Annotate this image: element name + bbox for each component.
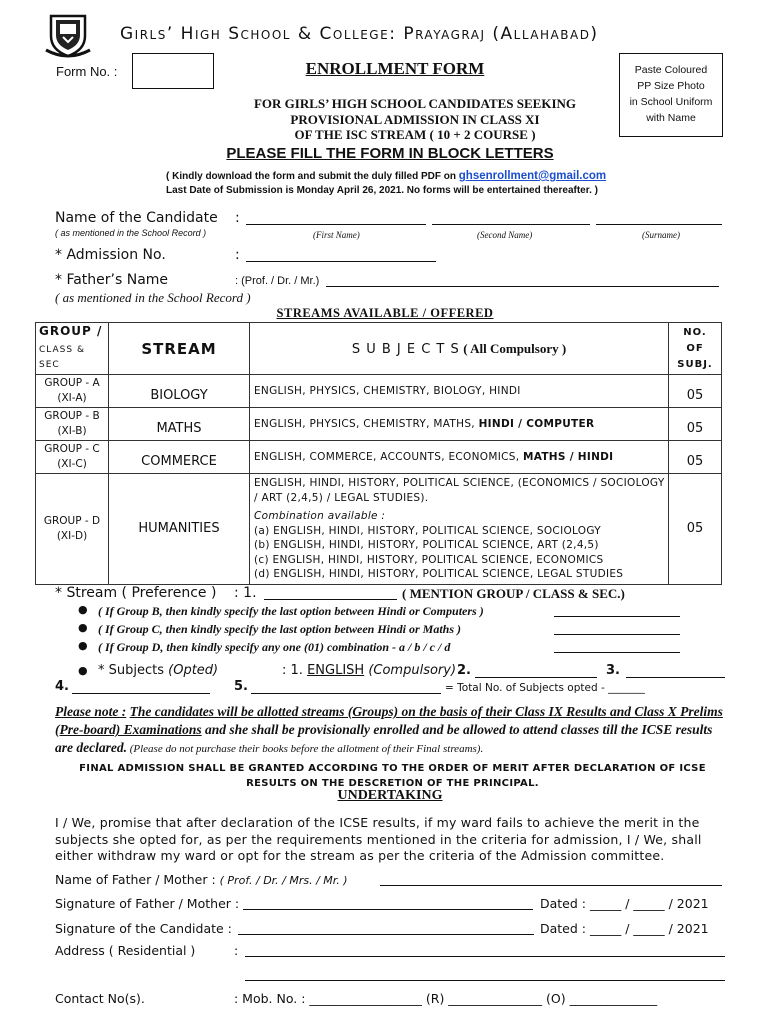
form-no-label: Form No. : [56, 64, 118, 79]
header-subjects [250, 323, 669, 375]
count-cell: 05 [669, 408, 722, 441]
stream-preference-field[interactable] [264, 599, 397, 600]
combination-option: (c) ENGLISH, HINDI, HISTORY, POLITICAL SCIENCE, ECONOMICS [254, 553, 604, 566]
subject-five-label: 5. [234, 679, 248, 694]
subject-four-label: 4. [55, 679, 69, 694]
combination-option: (b) ENGLISH, HINDI, HISTORY, POLITICAL SCIENCE, ART (2,4,5) [254, 539, 599, 551]
subtitle-line: OF THE ISC STREAM ( 10 + 2 COURSE ) [294, 127, 536, 142]
group-c-instruction: ( If Group C, then kindly specify the last option between Hindi or Maths ) [98, 622, 462, 636]
total-subjects: = Total No. of Subjects opted - _______ [445, 682, 645, 694]
subjects-text: ENGLISH, COMMERCE, ACCOUNTS, ECONOMICS, [254, 450, 523, 463]
photo-box-line: with Name [646, 112, 696, 124]
subject-two-label: 2. [457, 663, 471, 678]
download-text: ( Kindly download the form and submit the duly filled PDF on [166, 171, 459, 182]
subjects-cell [250, 474, 669, 585]
bullet-icon: ● [78, 664, 88, 677]
address-label: Address ( Residential ) [55, 943, 196, 958]
note-label: Please note : [55, 704, 127, 719]
undertaking-text: I / We, promise that after declaration of the ICSE results, if my ward fails to achieve the merit in the subjects she opted for, as per the requirements mentioned in the criteria for admission, I / We, shall either withdraw my ward or opt for the stream as per the criteria of the Admission committee. [55, 815, 702, 863]
form-title: ENROLLMENT FORM [305, 59, 485, 78]
form-no-box[interactable] [132, 53, 214, 89]
photo-box [619, 53, 723, 137]
final-admission-note [55, 761, 730, 791]
subject-five-field[interactable] [251, 693, 441, 694]
subjects-opted-label [98, 663, 218, 678]
subject-english: ENGLISH [307, 663, 365, 678]
parent-name-field[interactable] [380, 885, 722, 886]
group-line: (XI-D) [56, 529, 88, 542]
admission-no-label: * Admission No. [55, 247, 166, 263]
group-cell [36, 441, 109, 474]
subject-three-label: 3. [606, 663, 620, 678]
surname-hint: (Surname) [642, 230, 680, 240]
photo-box-line: PP Size Photo [637, 80, 705, 92]
subjects-label: * Subjects [98, 663, 165, 678]
surname-field[interactable] [596, 224, 722, 225]
father-name-hint: ( as mentioned in the School Record ) [55, 290, 251, 305]
group-line: GROUP - A [44, 377, 100, 389]
group-line: GROUP - D [43, 514, 101, 527]
father-name-prefix: : (Prof. / Dr. / Mr.) [235, 275, 320, 287]
group-cell [36, 408, 109, 441]
table-row [36, 408, 722, 441]
stream-cell: HUMANITIES [109, 474, 250, 585]
note-small: (Please do not purchase their books before the allotment of their Final streams). [126, 743, 484, 755]
header-group [36, 323, 109, 375]
subject-three-field[interactable] [626, 677, 725, 678]
group-line: GROUP - C [44, 443, 100, 455]
subject-two-field[interactable] [475, 677, 597, 678]
streams-heading: STREAMS AVAILABLE / OFFERED [276, 306, 494, 320]
opted-label: (Opted) [168, 663, 219, 678]
note-underlined: The candidates will be allotted streams (Groups) on the basis of their Class IX Results and Class X Prelims (Pre-board) Examinations [55, 704, 723, 737]
subject-one [282, 663, 456, 678]
subject-one-prefix: : 1. [282, 663, 308, 678]
group-b-instruction: ( If Group B, then kindly specify the last option between Hindi or Computers ) [98, 604, 484, 618]
subjects-cell: ENGLISH, PHYSICS, CHEMISTRY, BIOLOGY, HINDI [250, 375, 669, 408]
stream-cell: MATHS [109, 408, 250, 441]
second-name-field[interactable] [432, 224, 590, 225]
group-cell [36, 474, 109, 585]
subjects-text: ENGLISH, HINDI, HISTORY, POLITICAL SCIENCE, (ECONOMICS / SOCIOLOGY / ART (2,4,5) / LEGAL STUDIES). [254, 477, 665, 504]
table-header-row [36, 323, 722, 375]
candidate-signature-field[interactable] [238, 934, 534, 935]
group-cell [36, 375, 109, 408]
header-subjects-label: S U B J E C T S [351, 341, 460, 357]
please-note [55, 703, 730, 758]
first-name-hint: (First Name) [313, 230, 360, 240]
subject-four-field[interactable] [72, 693, 210, 694]
group-line: (XI-B) [57, 425, 87, 437]
parent-name-prefix: ( Prof. / Dr. / Mrs. / Mr. ) [219, 874, 348, 887]
photo-box-line: in School Uniform [629, 96, 713, 108]
table-row [36, 441, 722, 474]
email-link[interactable]: ghsenrollment@gmail.com [458, 170, 607, 182]
stream-preference-label: * Stream ( Preference ) [55, 585, 217, 601]
deadline-text: Last Date of Submission is Monday April 26, 2021. No forms will be entertained thereafter. ) [166, 185, 598, 196]
group-d-field[interactable] [554, 652, 680, 653]
mobile-field[interactable]: : Mob. No. : __________________ (R) _______________ (O) ______________ [234, 991, 658, 1006]
school-name: Girls’ High School & College: Prayagraj (Allahabad) [120, 24, 599, 44]
header-count-line: NO. [683, 326, 707, 338]
count-cell: 05 [669, 375, 722, 408]
subjects-cell [250, 408, 669, 441]
candidate-date[interactable]: Dated : _____ / _____ / 2021 [540, 921, 709, 936]
note-rest: and she shall be provisionally enrolled and be allowed to attend classes till the ICSE results are declared. [55, 722, 713, 755]
colon: : [234, 943, 239, 958]
combination-title: Combination available : [254, 510, 386, 522]
combination-option: (d) ENGLISH, HINDI, HISTORY, POLITICAL SCIENCE, LEGAL STUDIES [254, 568, 624, 580]
table-row [36, 375, 722, 408]
subjects-text: ENGLISH, PHYSICS, CHEMISTRY, MATHS, [254, 417, 479, 430]
final-line: RESULTS ON THE DESCRETION OF THE PRINCIPAL. [246, 778, 539, 789]
subject-compulsory: (Compulsory) [368, 663, 457, 678]
header-count-line: SUBJ. [677, 358, 713, 370]
stream-cell: BIOLOGY [109, 375, 250, 408]
candidate-signature-label: Signature of the Candidate : [55, 921, 232, 936]
group-c-field[interactable] [554, 634, 680, 635]
stream-cell: COMMERCE [109, 441, 250, 474]
bullet-icon: ● [78, 603, 88, 616]
father-name-field[interactable] [326, 286, 719, 287]
table-row [36, 474, 722, 585]
combination-option: (a) ENGLISH, HINDI, HISTORY, POLITICAL SCIENCE, SOCIOLOGY [254, 524, 601, 537]
photo-box-line: Paste Coloured [634, 64, 708, 76]
header-stream: STREAM [109, 323, 250, 375]
colon: : [235, 247, 240, 263]
preference-one: : 1. [234, 585, 257, 601]
streams-table [35, 322, 722, 585]
parent-name-label [55, 872, 348, 887]
group-d-instruction: ( If Group D, then kindly specify any one (01) combination - a / b / c / d [98, 640, 451, 654]
group-line: (XI-C) [57, 458, 87, 470]
count-cell: 05 [669, 474, 722, 585]
header-count-line: OF [686, 342, 704, 354]
admission-no-field[interactable] [246, 261, 436, 262]
undertaking-title: UNDERTAKING [337, 788, 443, 803]
address-field-line-2[interactable] [245, 980, 725, 981]
header-group-label: GROUP / [39, 324, 103, 338]
father-name-label: * Father’s Name [55, 272, 169, 288]
parent-date[interactable]: Dated : _____ / _____ / 2021 [540, 896, 709, 911]
candidate-name-label: Name of the Candidate [55, 210, 218, 226]
subjects-choice: MATHS / HINDI [522, 450, 614, 463]
second-name-hint: (Second Name) [477, 230, 533, 240]
bullet-icon: ● [78, 639, 88, 652]
school-crest-logo [43, 10, 93, 60]
block-letters-instruction: PLEASE FILL THE FORM IN BLOCK LETTERS [226, 145, 554, 162]
subtitle-line: FOR GIRLS’ HIGH SCHOOL CANDIDATES SEEKING [253, 96, 577, 111]
parent-signature-label: Signature of Father / Mother : [55, 896, 240, 911]
subtitle-line: PROVISIONAL ADMISSION IN CLASS XI [290, 112, 540, 127]
subjects-cell [250, 441, 669, 474]
header-count [669, 323, 722, 375]
group-line: GROUP - B [44, 410, 100, 422]
candidate-name-hint: ( as mentioned in the School Record ) [55, 228, 207, 238]
group-line: (XI-A) [57, 392, 87, 404]
bullet-icon: ● [78, 621, 88, 634]
mention-group-note: ( MENTION GROUP / CLASS & SEC.) [402, 586, 625, 601]
group-b-field[interactable] [554, 616, 680, 617]
colon: : [235, 210, 240, 226]
count-cell: 05 [669, 441, 722, 474]
parent-name-text: Name of Father / Mother : [55, 872, 220, 887]
address-field-line-1[interactable] [245, 956, 725, 957]
download-instruction [166, 170, 606, 182]
first-name-field[interactable] [246, 224, 426, 225]
final-line: FINAL ADMISSION SHALL BE GRANTED ACCORDING TO THE ORDER OF MERIT AFTER DECLARATION OF ICSE [79, 763, 706, 774]
contact-label: Contact No(s). [55, 991, 145, 1006]
parent-signature-field[interactable] [243, 909, 533, 910]
subjects-choice: HINDI / COMPUTER [478, 417, 595, 430]
header-subjects-note: ( All Compulsory ) [463, 340, 567, 356]
header-group-sub: CLASS & SEC [39, 345, 85, 370]
